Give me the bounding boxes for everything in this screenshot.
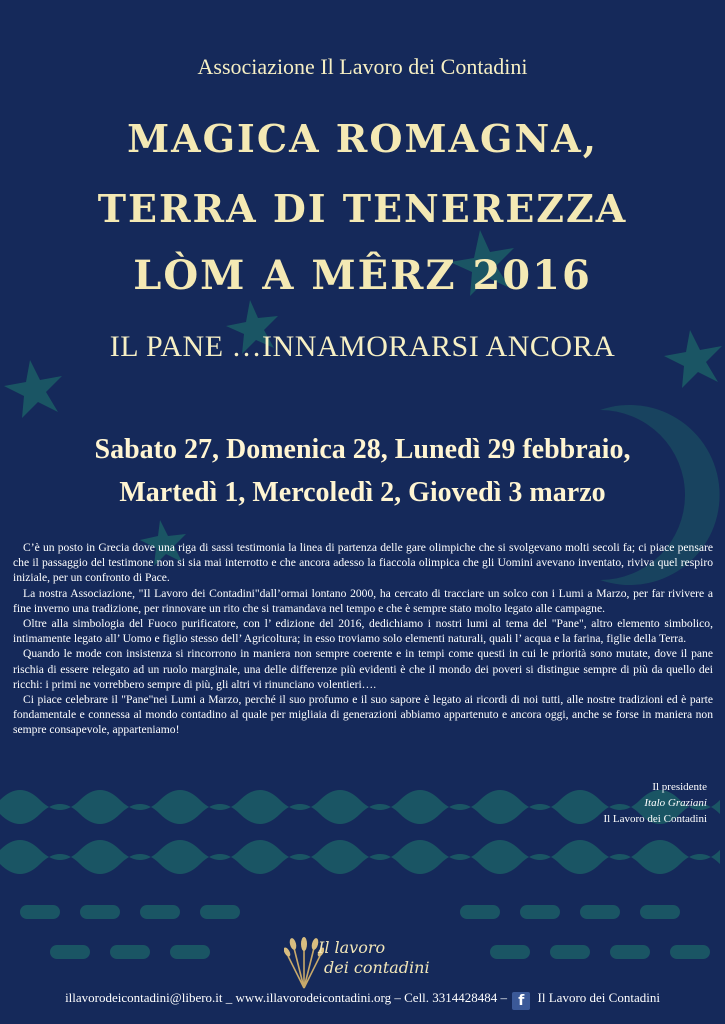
title-line-2: TERRA DI TENEREZZA	[97, 186, 628, 231]
event-dates	[0, 428, 725, 514]
paragraph-3: Oltre alla simbologia del Fuoco purificatore, con l’ edizione del 2016, dedichiamo i nostri lumi al tema del "Pane", altro elemento simbolico, intimamente legato all’ Uomo e figlio stesso dell’ Agricoltura; in esso troviamo solo elementi naturali, quali l’ acqua e la farina, figlie della Terra.	[13, 617, 713, 646]
signature-block	[603, 779, 707, 827]
footer-contacts	[0, 990, 725, 1010]
association-logo	[284, 930, 444, 990]
logo-text-line-1: Il lavoro	[318, 938, 386, 957]
signature-name: Italo Graziani	[644, 797, 707, 809]
title-line-1: MAGICA ROMAGNA,	[127, 116, 598, 161]
paragraph-2: La nostra Associazione, "Il Lavoro dei Contadini"dall’ormai lontano 2000, ha cercato di tracciare un solco con i Lumi a Marzo, per far rivivere a fine inverno una tradizione, per rinnovare un rito che si tramandava nel tempo e che è sempre stato molto legato alle campagne.	[13, 586, 713, 615]
dates-line-2: Martedì 1, Mercoledì 2, Giovedì 3 marzo	[119, 477, 606, 508]
signature-role: Il presidente	[652, 781, 707, 793]
signature-org: Il Lavoro dei Contadini	[603, 813, 707, 825]
facebook-page-name[interactable]: Il Lavoro dei Contadini	[537, 990, 660, 1005]
event-subtitle: IL PANE …INNAMORARSI ANCORA	[109, 330, 616, 363]
logo-text-line-2: dei contadini	[324, 958, 430, 977]
title-line-3: LÒM A MÊRZ 2016	[133, 252, 592, 299]
description-text	[13, 540, 713, 738]
association-name: Associazione Il Lavoro dei Contadini	[197, 54, 528, 79]
paragraph-1: C’è un posto in Grecia dove una riga di sassi testimonia la linea di partenza delle gare olimpiche che si svolgevano molti secoli fa; ci piace pensare che il passaggio del testimone non si sia mai interrotto e che ancora adesso la fiaccola olimpica che gli Uomini avevano inventato, riviva quel respiro iniziale, per un confronto di Pace.	[13, 541, 713, 585]
facebook-icon[interactable]: f	[512, 992, 530, 1010]
contact-info[interactable]: illavorodeicontadini@libero.it _ www.illavorodeicontadini.org – Cell. 3314428484 –	[65, 990, 508, 1005]
dates-line-1: Sabato 27, Domenica 28, Lunedì 29 febbraio,	[94, 434, 631, 465]
paragraph-5: Ci piace celebrare il "Pane"nei Lumi a Marzo, perché il suo profumo e il suo sapore è legato ai ricordi di noi tutti, alle nostre tradizioni ed è parte fondamentale e connessa al mondo contadino al quale per migliaia di generazioni abbiamo appartenuto e ancora oggi, anche se forse in maniera non sempre consapevole, apparteniamo!	[13, 693, 713, 737]
paragraph-4: Quando le mode con insistenza si rincorrono in maniera non sempre coerente e in tempi come questi in cui le priorità sono mutate, dove il pane rischia di essere relegato ad un ruolo marginale, una delle differenze più evidenti è che il mondo dei poveri si distingue sempre di più da quello dei ricchi: i primi ne vorrebbero sempre di più, gli altri vi rinunciano volentieri….	[13, 647, 713, 691]
